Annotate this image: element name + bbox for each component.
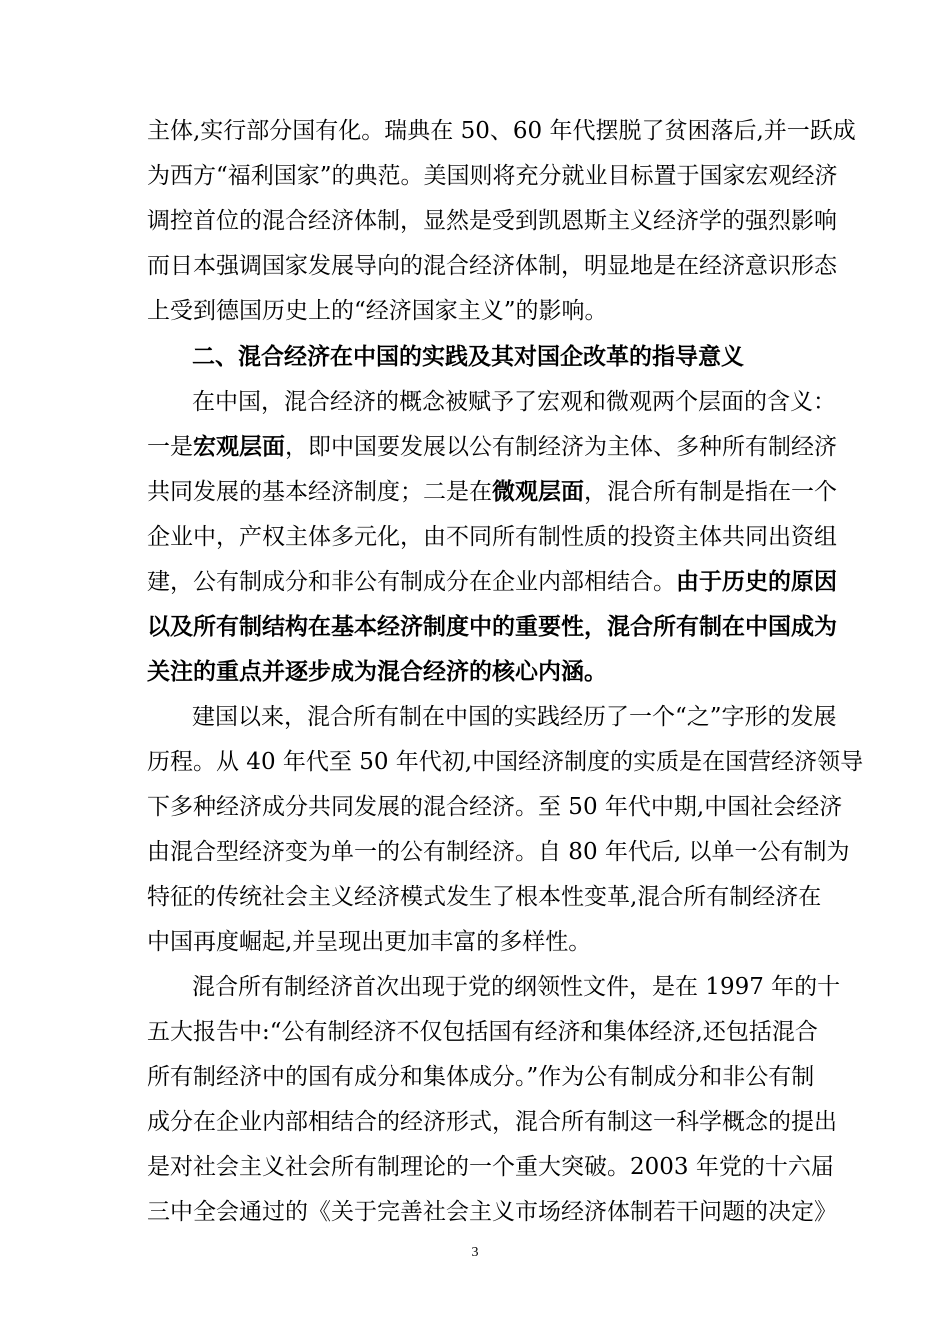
text-span: 三中全会通过的《关于完善社会主义市场经济体制若干问题的决定》 xyxy=(147,1199,837,1225)
text-span: 企业中，产权主体多元化，由不同所有制性质的投资主体共同出资组 xyxy=(147,524,837,550)
text-span: 由混合型经济变为单一的公有制经济。自 80 年代后, 以单一公有制为 xyxy=(147,839,850,865)
text-span: 下多种经济成分共同发展的混合经济。至 50 年代中期,中国社会经济 xyxy=(147,794,843,820)
text-line xyxy=(147,470,837,514)
text-span: 成分在企业内部相结合的经济形式，混合所有制这一科学概念的提出 xyxy=(147,1109,837,1135)
text-span: 中国再度崛起,并呈现出更加丰富的多样性。 xyxy=(147,929,592,955)
text-line xyxy=(147,1145,834,1189)
text-line xyxy=(147,920,807,964)
text-span: 共同发展的基本经济制度；二是在 xyxy=(147,479,492,505)
text-line xyxy=(147,560,837,604)
text-span: ，即中国要发展以公有制经济为主体、多种所有制经济 xyxy=(285,434,837,460)
text-line xyxy=(147,1190,837,1234)
text-span: 五大报告中:“公有制经济不仅包括国有经济和集体经济,还包括混合 xyxy=(147,1019,818,1045)
text-line xyxy=(192,380,836,424)
text-span: 调控首位的混合经济体制，显然是受到凯恩斯主义经济学的强烈影响 xyxy=(147,208,837,234)
text-span: ，混合所有制是指在一个 xyxy=(584,479,837,505)
text-line xyxy=(147,830,850,874)
bold-text-span: 二、混合经济在中国的实践及其对国企改革的指导意义 xyxy=(192,343,744,370)
text-span: 是对社会主义社会所有制理论的一个重大突破。2003 年党的十六届 xyxy=(147,1154,834,1180)
text-span: 为西方“福利国家”的典范。美国则将充分就业目标置于国家宏观经济 xyxy=(147,163,838,189)
text-span: 主体,实行部分国有化。瑞典在 50、60 年代摆脱了贫困落后,并一跃成 xyxy=(147,118,856,144)
text-span: 所有制经济中的国有成分和集体成分。”作为公有制成分和非公有制 xyxy=(147,1064,815,1090)
text-line xyxy=(147,244,837,288)
text-span: 在中国，混合经济的概念被赋予了宏观和微观两个层面的含义： xyxy=(192,389,836,415)
text-line xyxy=(192,965,841,1009)
text-span: 混合所有制经济首次出现于党的纲领性文件，是在 1997 年的十 xyxy=(192,974,841,1000)
text-line xyxy=(147,1100,837,1144)
text-line xyxy=(147,785,843,829)
text-span: 而日本强调国家发展导向的混合经济体制，明显地是在经济意识形态 xyxy=(147,253,837,279)
text-line xyxy=(147,605,837,649)
text-line xyxy=(147,154,838,198)
text-line xyxy=(147,289,807,333)
text-line xyxy=(192,695,837,739)
text-line xyxy=(192,335,807,379)
bold-text-span: 关注的重点并逐步成为混合经济的核心内涵。 xyxy=(147,658,607,685)
text-line xyxy=(147,1010,818,1054)
text-line xyxy=(147,650,807,694)
text-line xyxy=(147,515,837,559)
text-line xyxy=(147,199,837,243)
bold-text-span: 宏观层面 xyxy=(193,433,285,460)
text-span: 特征的传统社会主义经济模式发生了根本性变革,混合所有制经济在 xyxy=(147,884,822,910)
text-line xyxy=(147,109,856,153)
bold-text-span: 由于历史的原因 xyxy=(676,568,837,595)
text-line xyxy=(147,1055,815,1099)
text-line xyxy=(147,875,822,919)
text-span: 上受到德国历史上的“经济国家主义”的影响。 xyxy=(147,298,608,324)
bold-text-span: 微观层面 xyxy=(492,478,584,505)
text-span: 历程。从 40 年代至 50 年代初,中国经济制度的实质是在国营经济领导 xyxy=(147,749,864,775)
text-span: 建国以来，混合所有制在中国的实践经历了一个“之”字形的发展 xyxy=(192,704,837,730)
text-line xyxy=(147,740,864,784)
page-number: 3 xyxy=(471,1245,479,1260)
text-line xyxy=(147,425,837,469)
bold-text-span: 以及所有制结构在基本经济制度中的重要性，混合所有制在中国成为 xyxy=(147,613,837,640)
text-span: 建，公有制成分和非公有制成分在企业内部相结合。 xyxy=(147,569,676,595)
text-span: 一是 xyxy=(147,434,193,460)
